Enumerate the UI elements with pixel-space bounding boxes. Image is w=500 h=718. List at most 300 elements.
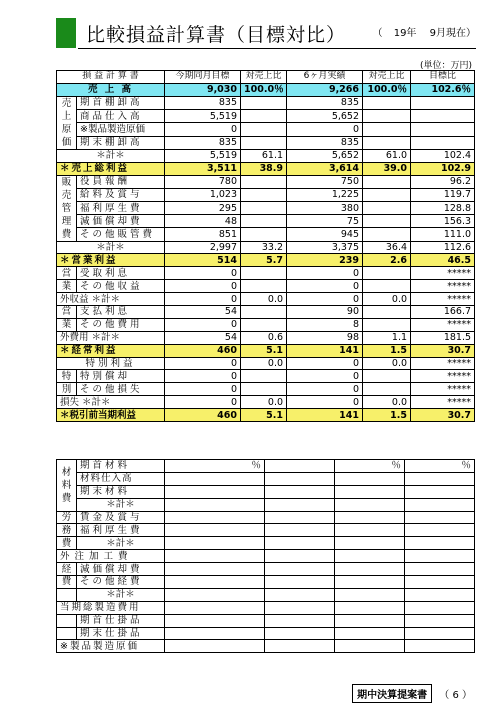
labor-row [57, 524, 475, 537]
empty-cell [265, 563, 335, 576]
materials-subtotal-label: ＊計＊ [77, 498, 165, 511]
sga-subtotal-target-ratio: 33.2 [241, 241, 287, 254]
empty-cell [363, 370, 411, 383]
operating-profit-actual-ratio: 2.6 [363, 254, 411, 267]
empty-cell [363, 318, 411, 331]
pretax-profit-vs-target: 30.7 [411, 409, 475, 422]
cogs-row [57, 123, 475, 136]
empty-cell [241, 267, 287, 280]
empty-cell [241, 110, 287, 123]
special-loss-label: 特別償却 [77, 370, 165, 383]
special-loss-subtotal-row [57, 396, 475, 409]
nonop-income-subtotal-actual: 0 [287, 293, 363, 306]
period-label [373, 24, 476, 39]
page-footer [352, 684, 472, 703]
empty-cell [165, 498, 265, 511]
sga-subtotal-vs-target: 112.6 [411, 241, 475, 254]
col-header-item: 損 益 計 算 書 [57, 71, 165, 84]
materials-label: 期首材料 [77, 460, 165, 473]
empty-cell [165, 627, 265, 640]
empty-cell [57, 588, 77, 601]
nonop-expense-side: 営 [57, 306, 77, 319]
empty-cell [405, 485, 475, 498]
empty-cell [363, 228, 411, 241]
ordinary-profit-actual: 141 [287, 344, 363, 357]
empty-cell [335, 524, 405, 537]
operating-profit-target-ratio: 5.7 [241, 254, 287, 267]
cogs-subtotal-row [57, 149, 475, 162]
empty-cell [165, 537, 265, 550]
nonop-income-label: その他収益 [77, 280, 165, 293]
page-title: 比較損益計算書（目標対比） [86, 24, 347, 46]
special-loss-side: 別 [57, 383, 77, 396]
sga-label: 福利厚生費 [77, 201, 165, 214]
labor-side: 労 [57, 511, 77, 524]
cogs-side-label: 売上原価 [57, 96, 77, 149]
period-open: （ [372, 28, 383, 39]
special-loss-side: 特 [57, 370, 77, 383]
empty-cell [265, 550, 335, 563]
empty-cell [363, 280, 411, 293]
empty-cell [165, 472, 265, 485]
nonop-income-label: 受取利息 [77, 267, 165, 280]
expenses-row [57, 576, 475, 589]
cogs-actual: 835 [287, 96, 363, 109]
empty-cell [335, 601, 405, 614]
empty-cell [405, 588, 475, 601]
sales-label: 売 上 高 [57, 83, 165, 96]
sga-subtotal-row [57, 241, 475, 254]
total-mfg-row [57, 601, 475, 614]
empty-cell [241, 215, 287, 228]
outsourcing-label: 外注加工費 [57, 550, 165, 563]
empty-cell [405, 524, 475, 537]
materials-label: 期末材料 [77, 485, 165, 498]
cogs-label: 商品仕入高 [77, 110, 165, 123]
materials-row [57, 472, 475, 485]
nonop-income-subtotal-row [57, 293, 475, 306]
sga-target: 48 [165, 215, 241, 228]
title-underline [78, 48, 476, 49]
nonop-income-side: 営 [57, 267, 77, 280]
nonop-income-row [57, 280, 475, 293]
cogs-label: ※製品製造原価 [77, 123, 165, 136]
empty-cell [335, 588, 405, 601]
empty-cell [165, 640, 265, 653]
nonop-income-side: 業 [57, 280, 77, 293]
sga-vs-target: 119.7 [411, 188, 475, 201]
wip-end-row [57, 627, 475, 640]
special-loss-actual: 0 [287, 370, 363, 383]
nonop-expense-subtotal-actual-ratio: 1.1 [363, 331, 411, 344]
income-statement-table [56, 70, 475, 422]
cogs-row [57, 136, 475, 149]
empty-cell [265, 511, 335, 524]
sga-actual: 75 [287, 215, 363, 228]
cogs-target: 835 [165, 96, 241, 109]
empty-cell [265, 485, 335, 498]
cogs-target: 5,519 [165, 110, 241, 123]
nonop-expense-row [57, 318, 475, 331]
empty-cell [335, 627, 405, 640]
period-month: 9月現在） [429, 28, 476, 39]
cost-of-goods-label: ※製品製造原価 [57, 640, 165, 653]
special-loss-row [57, 370, 475, 383]
empty-cell [265, 601, 335, 614]
nonop-income-target: 0 [165, 267, 241, 280]
empty-cell [335, 550, 405, 563]
operating-profit-label: ＊営業利益 [57, 254, 165, 267]
nonop-expense-subtotal-label: 外費用 ＊計＊ [57, 331, 165, 344]
empty-cell [405, 627, 475, 640]
sga-row [57, 188, 475, 201]
empty-cell [165, 601, 265, 614]
empty-cell [405, 511, 475, 524]
cogs-subtotal-actual-ratio: 61.0 [363, 149, 411, 162]
special-loss-subtotal-actual-ratio: 0.0 [363, 396, 411, 409]
special-loss-subtotal-target-ratio: 0.0 [241, 396, 287, 409]
cogs-row [57, 110, 475, 123]
sga-target: 1,023 [165, 188, 241, 201]
nonop-income-vs-target: ***** [411, 267, 475, 280]
empty-cell [411, 110, 475, 123]
page-header [56, 18, 476, 52]
empty-cell [165, 576, 265, 589]
empty-cell [165, 588, 265, 601]
sales-target: 9,030 [165, 83, 241, 96]
nonop-expense-subtotal-row [57, 331, 475, 344]
special-loss-actual: 0 [287, 383, 363, 396]
empty-cell [265, 588, 335, 601]
empty-cell [411, 96, 475, 109]
col-header-actual-ratio: 対売上比 [363, 71, 411, 84]
labor-label: 賃金及賞与 [77, 511, 165, 524]
empty-cell [405, 537, 475, 550]
sga-target: 851 [165, 228, 241, 241]
nonop-expense-subtotal-vs-target: 181.5 [411, 331, 475, 344]
nonop-expense-side: 業 [57, 318, 77, 331]
gross-profit-row [57, 162, 475, 175]
sga-vs-target: 111.0 [411, 228, 475, 241]
footer-document-label: 期中決算提案書 [352, 684, 432, 703]
wip-begin-label: 期首仕掛品 [77, 614, 165, 627]
cogs-subtotal-vs-target: 102.4 [411, 149, 475, 162]
empty-cell [165, 511, 265, 524]
special-loss-target: 0 [165, 370, 241, 383]
nonop-income-subtotal-actual-ratio: 0.0 [363, 293, 411, 306]
nonop-expense-actual: 8 [287, 318, 363, 331]
nonop-expense-label: 支払利息 [77, 306, 165, 319]
empty-cell [335, 576, 405, 589]
empty-cell [405, 601, 475, 614]
pretax-profit-row [57, 409, 475, 422]
empty-cell [363, 175, 411, 188]
gross-profit-label: ＊売上総利益 [57, 162, 165, 175]
sga-row [57, 175, 475, 188]
sga-label: その他販管費 [77, 228, 165, 241]
cogs-label: 期首棚卸高 [77, 96, 165, 109]
expenses-side: 費 [57, 576, 77, 589]
nonop-expense-subtotal-target-ratio: 0.6 [241, 331, 287, 344]
empty-cell [405, 563, 475, 576]
cogs-subtotal-target-ratio: 61.1 [241, 149, 287, 162]
cogs-row [57, 96, 475, 109]
sga-vs-target: 128.8 [411, 201, 475, 214]
operating-profit-target: 514 [165, 254, 241, 267]
pretax-profit-target-ratio: 5.1 [241, 409, 287, 422]
ordinary-profit-actual-ratio: 1.5 [363, 344, 411, 357]
labor-subtotal-row [57, 537, 475, 550]
special-loss-row [57, 383, 475, 396]
sga-actual: 750 [287, 175, 363, 188]
empty-cell [57, 614, 77, 627]
materials-row [57, 460, 475, 473]
labor-label: 福利厚生費 [77, 524, 165, 537]
empty-cell [335, 640, 405, 653]
sga-actual: 945 [287, 228, 363, 241]
pct-mark: ％ [165, 460, 265, 473]
sales-row [57, 83, 475, 96]
nonop-expense-subtotal-target: 54 [165, 331, 241, 344]
materials-row [57, 485, 475, 498]
empty-cell [241, 370, 287, 383]
special-profit-vs-target: ***** [411, 357, 475, 370]
sga-subtotal-target: 2,997 [165, 241, 241, 254]
ordinary-profit-target-ratio: 5.1 [241, 344, 287, 357]
empty-cell [241, 188, 287, 201]
sga-actual: 1,225 [287, 188, 363, 201]
special-profit-row [57, 357, 475, 370]
wip-begin-row [57, 614, 475, 627]
empty-cell [405, 472, 475, 485]
empty-cell [335, 472, 405, 485]
ordinary-profit-target: 460 [165, 344, 241, 357]
special-loss-subtotal-target: 0 [165, 396, 241, 409]
empty-cell [265, 640, 335, 653]
empty-cell [265, 472, 335, 485]
nonop-income-subtotal-target: 0 [165, 293, 241, 306]
sga-label: 減価償却費 [77, 215, 165, 228]
empty-cell [265, 460, 335, 473]
special-loss-label: その他損失 [77, 383, 165, 396]
special-profit-target-ratio: 0.0 [241, 357, 287, 370]
sga-side-label: 販売管理費 [57, 175, 77, 241]
empty-cell [265, 498, 335, 511]
empty-cell [335, 614, 405, 627]
labor-row [57, 511, 475, 524]
gross-profit-vs-target: 102.9 [411, 162, 475, 175]
manufacturing-cost-table [56, 459, 475, 653]
materials-side-label: 材料費 [57, 460, 77, 512]
ordinary-profit-row [57, 344, 475, 357]
empty-cell [335, 537, 405, 550]
nonop-expense-subtotal-actual: 98 [287, 331, 363, 344]
gross-profit-actual: 3,614 [287, 162, 363, 175]
empty-cell [265, 537, 335, 550]
empty-cell [165, 614, 265, 627]
empty-cell [57, 627, 77, 640]
empty-cell [335, 498, 405, 511]
nonop-expense-vs-target: 166.7 [411, 306, 475, 319]
empty-cell [411, 123, 475, 136]
sga-row [57, 201, 475, 214]
cogs-actual: 0 [287, 123, 363, 136]
cogs-target: 0 [165, 123, 241, 136]
empty-cell [363, 267, 411, 280]
empty-cell [363, 383, 411, 396]
operating-profit-actual: 239 [287, 254, 363, 267]
cogs-label: 期末棚卸高 [77, 136, 165, 149]
unit-label: (単位：万円) [419, 61, 472, 71]
empty-cell [335, 485, 405, 498]
cogs-subtotal-actual: 5,652 [287, 149, 363, 162]
nonop-income-actual: 0 [287, 280, 363, 293]
sga-label: 給料及賞与 [77, 188, 165, 201]
empty-cell [363, 123, 411, 136]
expenses-row [57, 563, 475, 576]
special-loss-target: 0 [165, 383, 241, 396]
sga-subtotal-actual: 3,375 [287, 241, 363, 254]
sga-subtotal-label: ＊計＊ [57, 241, 165, 254]
empty-cell [405, 614, 475, 627]
empty-cell [265, 627, 335, 640]
sga-actual: 380 [287, 201, 363, 214]
cogs-subtotal-target: 5,519 [165, 149, 241, 162]
cogs-actual: 5,652 [287, 110, 363, 123]
special-loss-subtotal-label: 損失 ＊計＊ [57, 396, 165, 409]
empty-cell [241, 123, 287, 136]
special-loss-vs-target: ***** [411, 370, 475, 383]
empty-cell [241, 96, 287, 109]
empty-cell [241, 136, 287, 149]
operating-profit-row [57, 254, 475, 267]
empty-cell [405, 498, 475, 511]
sales-actual: 9,266 [287, 83, 363, 96]
nonop-expense-row [57, 306, 475, 319]
empty-cell [411, 136, 475, 149]
empty-cell [241, 228, 287, 241]
empty-cell [165, 485, 265, 498]
operating-profit-vs-target: 46.5 [411, 254, 475, 267]
ordinary-profit-vs-target: 30.7 [411, 344, 475, 357]
nonop-expense-target: 0 [165, 318, 241, 331]
special-profit-actual-ratio: 0.0 [363, 357, 411, 370]
empty-cell [165, 563, 265, 576]
nonop-income-row [57, 267, 475, 280]
empty-cell [405, 576, 475, 589]
gross-profit-target: 3,511 [165, 162, 241, 175]
empty-cell [241, 280, 287, 293]
sales-actual-ratio: 100.0％ [363, 83, 411, 96]
empty-cell [363, 188, 411, 201]
title-accent-box [56, 18, 76, 48]
expenses-subtotal-label: ＊計＊ [77, 588, 165, 601]
pretax-profit-actual-ratio: 1.5 [363, 409, 411, 422]
period-year: 19年 [393, 28, 417, 39]
page-number: （ 6 ） [439, 690, 472, 701]
empty-cell [265, 524, 335, 537]
gross-profit-target-ratio: 38.9 [241, 162, 287, 175]
pretax-profit-actual: 141 [287, 409, 363, 422]
empty-cell [265, 576, 335, 589]
ordinary-profit-label: ＊経常利益 [57, 344, 165, 357]
sga-target: 780 [165, 175, 241, 188]
empty-cell [241, 175, 287, 188]
empty-cell [265, 614, 335, 627]
nonop-income-actual: 0 [287, 267, 363, 280]
expenses-subtotal-row [57, 588, 475, 601]
col-header-vs-target: 目標比 [411, 71, 475, 84]
wip-end-label: 期末仕掛品 [77, 627, 165, 640]
expenses-label: その他経費 [77, 576, 165, 589]
sga-label: 役員報酬 [77, 175, 165, 188]
empty-cell [335, 511, 405, 524]
pretax-profit-target: 460 [165, 409, 241, 422]
empty-cell [363, 136, 411, 149]
gross-profit-actual-ratio: 39.0 [363, 162, 411, 175]
col-header-target: 今期同月目標 [165, 71, 241, 84]
sales-target-ratio: 100.0％ [241, 83, 287, 96]
sga-vs-target: 156.3 [411, 215, 475, 228]
nonop-income-subtotal-label: 外収益 ＊計＊ [57, 293, 165, 306]
nonop-income-vs-target: ***** [411, 280, 475, 293]
sga-target: 295 [165, 201, 241, 214]
nonop-income-subtotal-target-ratio: 0.0 [241, 293, 287, 306]
pct-mark: ％ [405, 460, 475, 473]
nonop-income-target: 0 [165, 280, 241, 293]
table-header-row [57, 71, 475, 84]
special-profit-label: 特別利益 [57, 357, 165, 370]
empty-cell [363, 215, 411, 228]
special-loss-subtotal-actual: 0 [287, 396, 363, 409]
cogs-subtotal-label: ＊計＊ [57, 149, 165, 162]
nonop-expense-actual: 90 [287, 306, 363, 319]
empty-cell [165, 524, 265, 537]
nonop-expense-target: 54 [165, 306, 241, 319]
expenses-side: 経 [57, 563, 77, 576]
empty-cell [363, 96, 411, 109]
special-profit-actual: 0 [287, 357, 363, 370]
special-profit-target: 0 [165, 357, 241, 370]
empty-cell [405, 640, 475, 653]
sales-vs-target: 102.6％ [411, 83, 475, 96]
special-loss-subtotal-vs-target: ***** [411, 396, 475, 409]
labor-side: 務 [57, 524, 77, 537]
sga-row [57, 228, 475, 241]
nonop-expense-label: その他費用 [77, 318, 165, 331]
nonop-expense-vs-target: ***** [411, 318, 475, 331]
sga-subtotal-actual-ratio: 36.4 [363, 241, 411, 254]
labor-subtotal-label: ＊計＊ [77, 537, 165, 550]
cost-of-goods-row [57, 640, 475, 653]
empty-cell [241, 383, 287, 396]
expenses-label: 減価償却費 [77, 563, 165, 576]
cogs-actual: 835 [287, 136, 363, 149]
empty-cell [241, 318, 287, 331]
pretax-profit-label: ＊税引前当期利益 [57, 409, 165, 422]
sga-row [57, 215, 475, 228]
cogs-target: 835 [165, 136, 241, 149]
nonop-income-subtotal-vs-target: ***** [411, 293, 475, 306]
special-loss-vs-target: ***** [411, 383, 475, 396]
empty-cell [241, 201, 287, 214]
materials-subtotal-row [57, 498, 475, 511]
materials-label: 材料仕入高 [77, 472, 165, 485]
empty-cell [165, 550, 265, 563]
empty-cell [363, 201, 411, 214]
outsourcing-row [57, 550, 475, 563]
total-mfg-label: 当期総製造費用 [57, 601, 165, 614]
